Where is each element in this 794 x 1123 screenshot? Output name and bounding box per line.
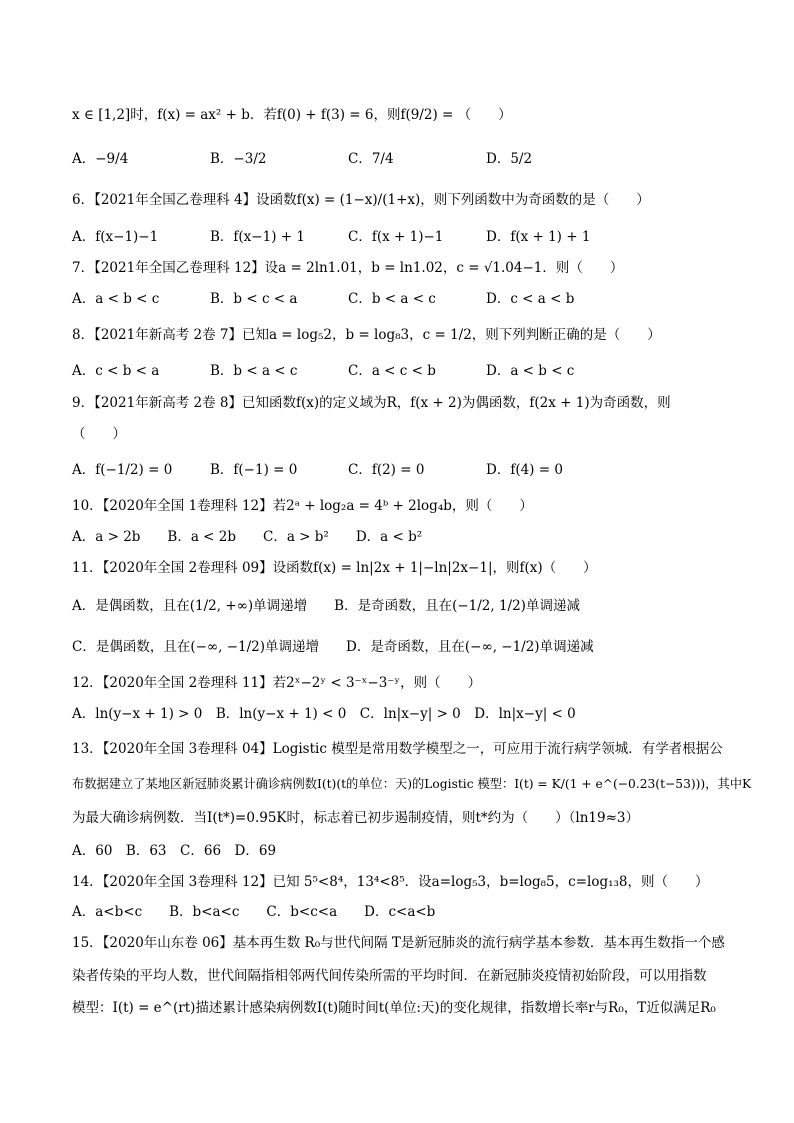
q13-options: A．60 B．63 C．66 D．69: [72, 843, 277, 859]
q5-option-b: B．−3/2: [210, 151, 267, 167]
q10-options: A．a > 2b B．a < 2b C．a > b² D．a < b²: [72, 529, 423, 545]
q7-stem: 7．【2021年全国乙卷理科 12】设a = 2ln1.01，b = ln1.02，c = √1.04−1．则（ ）: [72, 260, 624, 276]
q6-option-d: D．f(x + 1) + 1: [486, 229, 591, 245]
q14-stem: 14．【2020年全国 3卷理科 12】已知 5⁵<8⁴，13⁴<8⁵．设a=log₅3，b=log₈5，c=log₁₃8，则（ ）: [72, 874, 709, 890]
q13-stem-cont: 布数据建立了某地区新冠肺炎累计确诊病例数I(t)(t的单位：天)的Logistic 模型：I(t) = K/(1 + e^(−0.23(t−53)))，其中K: [72, 777, 752, 791]
q6-option-b: B．f(x−1) + 1: [210, 229, 305, 245]
q5-option-d: D．5/2: [486, 151, 533, 167]
q6-option-c: C．f(x + 1)−1: [348, 229, 444, 245]
q14-options: A．a<b<c B．b<a<c C．b<c<a D．c<a<b: [72, 904, 436, 920]
q6-stem: 6．【2021年全国乙卷理科 4】设函数f(x) = (1−x)/(1+x)，则下列函数中为奇函数的是（ ）: [72, 192, 650, 208]
q9-option-a: A．f(−1/2) = 0: [72, 462, 173, 478]
q9-option-d: D．f(4) = 0: [486, 462, 563, 478]
q6-option-a: A．f(x−1)−1: [72, 229, 159, 245]
q8-option-a: A．c < b < a: [72, 363, 160, 379]
q8-stem: 8．【2021年新高考 2卷 7】已知a = log₅2，b = log₈3，c = 1/2，则下列判断正确的是（ ）: [72, 327, 661, 343]
q13-stem: 13．【2020年全国 3卷理科 04】Logistic 模型是常用数学模型之一，可应用于流行病学领城．有学者根据公: [72, 741, 723, 757]
q15-stem-cont2: 模型：I(t) = e^(rt)描述累计感染病例数I(t)随时间t(单位:天)的变化规律，指数增长率r与R₀，T近似满足R₀: [72, 1000, 716, 1016]
q7-option-b: B．b < c < a: [210, 291, 298, 307]
q10-stem: 10．【2020年全国 1卷理科 12】若2ᵃ + log₂a = 4ᵇ + 2log₄b，则（ ）: [72, 498, 533, 514]
q12-stem: 12．【2020年全国 2卷理科 11】若2ˣ−2ʸ < 3⁻ˣ−3⁻ʸ，则（ ）: [72, 675, 482, 691]
q9-option-c: C．f(2) = 0: [348, 462, 425, 478]
q7-option-a: A．a < b < c: [72, 291, 160, 307]
q5-option-c: C．7/4: [348, 151, 394, 167]
q7-option-c: C．b < a < c: [348, 291, 436, 307]
q13-stem-cont2: 为最大确诊病例数．当I(t*)=0.95K时，标志着已初步遏制疫情，则t*约为（ ）（ln19≈3）: [72, 810, 640, 826]
q8-option-d: D．a < b < c: [486, 363, 575, 379]
q9-option-b: B．f(−1) = 0: [210, 462, 298, 478]
q11-stem: 11．【2020年全国 2卷理科 09】设函数f(x) = ln|2x + 1|−ln|2x−1|，则f(x)（ ）: [72, 560, 597, 576]
q15-stem: 15．【2020年山东卷 06】基本再生数 R₀与世代间隔 T是新冠肺炎的流行病学基本参数．基本再生数指一个感: [72, 935, 725, 951]
q5-stem: x ∈ [1,2]时，f(x) = ax² + b．若f(0) + f(3) = 6，则f(9/2) = （ ）: [72, 107, 512, 123]
q12-options: A．ln(y−x + 1) > 0 B．ln(y−x + 1) < 0 C．ln|x−y| > 0 D．ln|x−y| < 0: [72, 706, 576, 722]
q8-option-b: B．b < a < c: [210, 363, 298, 379]
q8-option-c: C．a < c < b: [348, 363, 436, 379]
q7-option-d: D．c < a < b: [486, 291, 575, 307]
q5-option-a: A．−9/4: [72, 151, 129, 167]
q11-options-ab: A．是偶函数，且在(1/2, +∞)单调递增 B．是奇函数，且在(−1/2, 1/2)单调递减: [72, 598, 580, 614]
q9-stem: 9．【2021年新高考 2卷 8】已知函数f(x)的定义域为R，f(x + 2)为偶函数，f(2x + 1)为奇函数，则: [72, 395, 671, 411]
q9-stem-cont: （ ）: [72, 426, 126, 442]
q11-options-cd: C．是偶函数，且在(−∞, −1/2)单调递增 D．是奇函数，且在(−∞, −1/2)单调递减: [72, 639, 594, 655]
q15-stem-cont: 染者传染的平均人数，世代间隔指相邻两代间传染所需的平均时间．在新冠肺炎疫情初始阶段，可以用指数: [72, 968, 707, 984]
